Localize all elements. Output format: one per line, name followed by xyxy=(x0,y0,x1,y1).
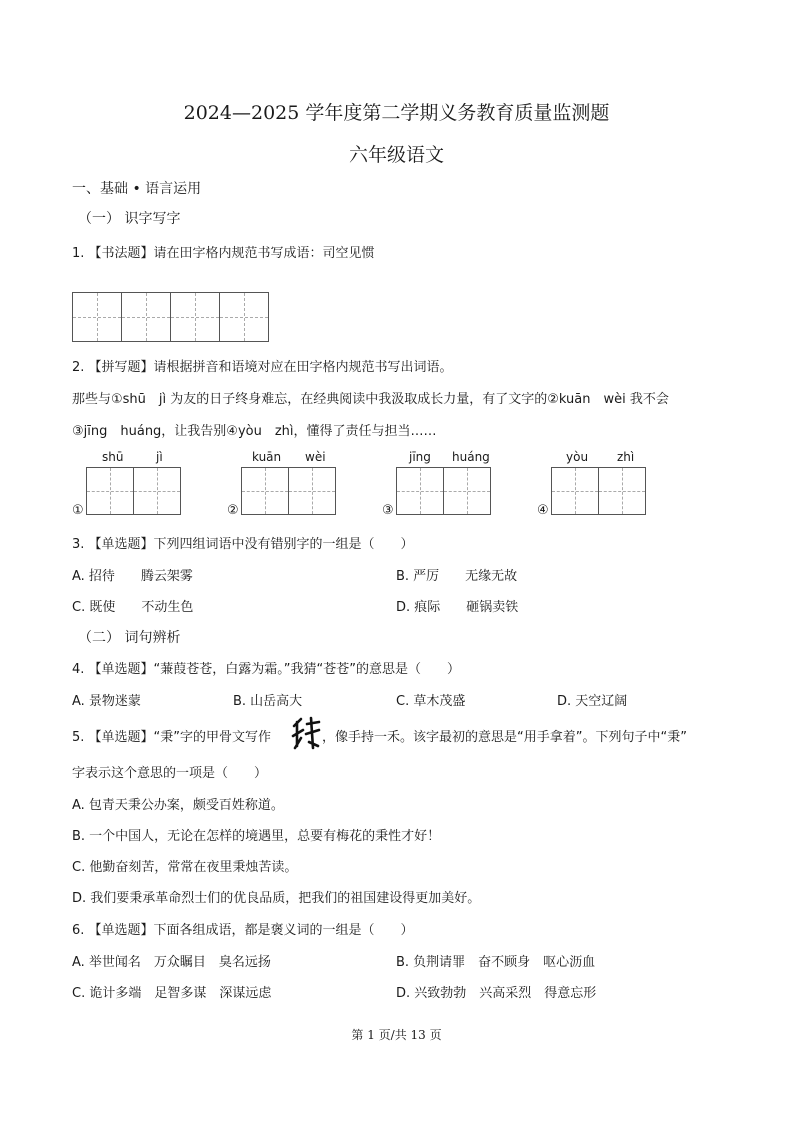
pinyin-label: huáng xyxy=(452,450,490,464)
grid-cell[interactable] xyxy=(443,467,491,515)
grid-marker: ② xyxy=(227,503,239,518)
grid-cell[interactable] xyxy=(72,292,122,342)
grid-cell[interactable] xyxy=(551,467,599,515)
pinyin-label: wèi xyxy=(305,450,326,464)
option-c[interactable]: C. 他勤奋刻苦，常常在夜里秉烛苦读。 xyxy=(72,860,298,875)
subsection-heading: （二） 词句辨析 xyxy=(78,630,181,646)
question-4: 4. 【单选题】“蒹葭苍苍，白露为霜。”我猜“苍苍”的意思是（ ） xyxy=(72,662,460,677)
oracle-bone-glyph-image xyxy=(291,716,321,750)
question-5-part1: 5. 【单选题】“秉”字的甲骨文写作 xyxy=(72,730,272,745)
section-heading: 一、基础 • 语言运用 xyxy=(72,181,202,197)
grid-cell[interactable] xyxy=(241,467,289,515)
exam-title: 2024—2025 学年度第二学期义务教育质量监测题 xyxy=(183,102,610,124)
page-number: 第 1 页/共 13 页 xyxy=(351,1028,442,1042)
writing-grid-q2-3[interactable] xyxy=(396,467,490,515)
pinyin-label: jīng xyxy=(409,450,431,464)
question-5-part2: ，像手持一禾。该字最初的意思是“用手拿着”。下列句子中“秉” xyxy=(322,730,687,745)
option-a[interactable]: A. 包青天秉公办案，颇受百姓称道。 xyxy=(72,798,284,813)
subsection-heading: （一） 识字写字 xyxy=(78,211,181,227)
pinyin-label: kuān xyxy=(252,450,282,464)
grid-cell[interactable] xyxy=(86,467,134,515)
option-a[interactable]: A. 景物迷蒙 xyxy=(72,694,141,709)
question-6: 6. 【单选题】下面各组成语，都是褒义词的一组是（ ） xyxy=(72,923,414,938)
pinyin-label: jì xyxy=(156,450,163,464)
grid-cell[interactable] xyxy=(121,292,171,342)
writing-grid-q2-1[interactable] xyxy=(86,467,180,515)
option-c[interactable]: C. 诡计多端 足智多谋 深谋远虑 xyxy=(72,986,272,1001)
option-b[interactable]: B. 负荆请罪 奋不顾身 呕心沥血 xyxy=(396,955,596,970)
option-c[interactable]: C. 既使 不动生色 xyxy=(72,600,194,615)
grid-cell[interactable] xyxy=(170,292,220,342)
question-2: 2. 【拼写题】请根据拼音和语境对应在田字格内规范书写出词语。 xyxy=(72,360,453,375)
grid-marker: ③ xyxy=(382,503,394,518)
exam-subtitle: 六年级语文 xyxy=(348,144,444,166)
question-2-passage-line1: 那些与①shū jì 为友的日子终身难忘，在经典阅读中我汲取成长力量，有了文字的②kuān wèi 我不会 xyxy=(72,392,669,407)
pinyin-label: yòu xyxy=(566,450,589,464)
question-5-line2: 字表示这个意思的一项是（ ） xyxy=(72,766,268,781)
option-b[interactable]: B. 严厉 无缘无故 xyxy=(396,569,518,584)
pinyin-label: shū xyxy=(102,450,124,464)
question-3: 3. 【单选题】下列四组词语中没有错别字的一组是（ ） xyxy=(72,537,414,552)
question-1: 1. 【书法题】请在田字格内规范书写成语：司空见惯 xyxy=(72,246,375,261)
pinyin-label: zhì xyxy=(617,450,635,464)
grid-cell[interactable] xyxy=(396,467,444,515)
writing-grid-q1[interactable] xyxy=(72,292,268,342)
option-d[interactable]: D. 天空辽阔 xyxy=(557,694,628,709)
grid-marker: ① xyxy=(72,503,84,518)
option-a[interactable]: A. 招待 腾云架雾 xyxy=(72,569,193,584)
option-d[interactable]: D. 我们要秉承革命烈士们的优良品质，把我们的祖国建设得更加美好。 xyxy=(72,891,481,906)
writing-grid-q2-4[interactable] xyxy=(551,467,645,515)
writing-grid-q2-2[interactable] xyxy=(241,467,335,515)
grid-cell[interactable] xyxy=(288,467,336,515)
question-2-passage-line2: ③jīng huáng，让我告别④yòu zhì，懂得了责任与担当…… xyxy=(72,424,437,439)
grid-cell[interactable] xyxy=(133,467,181,515)
grid-cell[interactable] xyxy=(598,467,646,515)
option-c[interactable]: C. 草木茂盛 xyxy=(396,694,466,709)
option-b[interactable]: B. 一个中国人，无论在怎样的境遇里，总要有梅花的秉性才好！ xyxy=(72,829,441,844)
grid-cell[interactable] xyxy=(219,292,269,342)
option-d[interactable]: D. 痕际 砸锅卖铁 xyxy=(396,600,519,615)
option-d[interactable]: D. 兴致勃勃 兴高采烈 得意忘形 xyxy=(396,986,597,1001)
option-b[interactable]: B. 山岳高大 xyxy=(233,694,303,709)
grid-marker: ④ xyxy=(537,503,549,518)
option-a[interactable]: A. 举世闻名 万众瞩目 臭名远扬 xyxy=(72,955,271,970)
